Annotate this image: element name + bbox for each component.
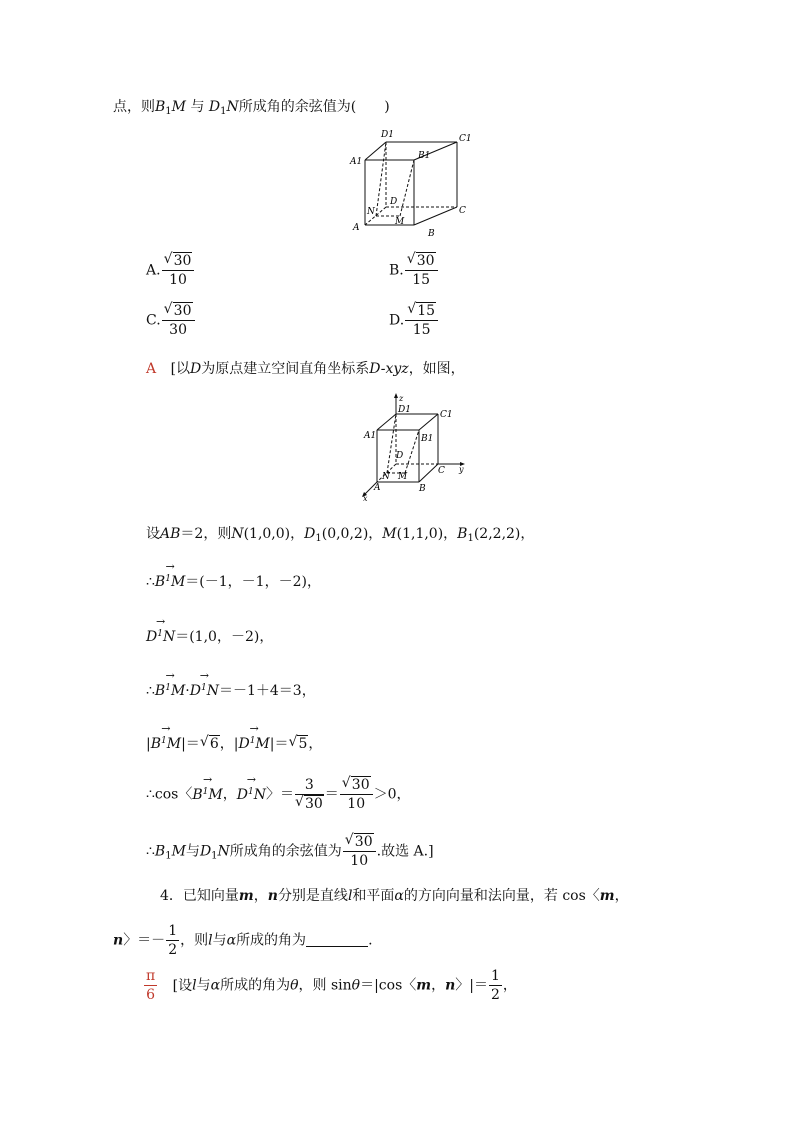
solution-text: ，如图，	[408, 361, 465, 377]
label-N: N	[367, 207, 375, 217]
question-4-stem-line-1: 4．已知向量m，n分别是直线l和平面α的方向向量和法向量，若 cos〈m，	[160, 888, 629, 904]
option-letter: A.	[146, 262, 161, 279]
magnitude-line: |→ $B^1M|=$ √ 6，|→ $D^1M|=$ √ 5，	[146, 731, 322, 754]
conclusion-line: $\therefore B_1M$与$D_1N$所成角的余弦值为 √ 30 10 .故选 A.]	[146, 832, 434, 869]
var-D: D	[208, 99, 221, 115]
solution-intro	[146, 359, 465, 379]
question-4-solution: $\frac{\pi}{6}$ [设l与α所成的角为θ，则 sinθ＝|cos〈m，n〉|＝ $\frac{1}{2}$ ，	[146, 968, 517, 1003]
var-D: D	[190, 361, 202, 377]
label-D: D	[390, 197, 398, 207]
stem-text: 点，则	[113, 99, 155, 115]
label-C1: C1	[459, 134, 472, 144]
label-x: x	[363, 494, 368, 503]
option-letter: C.	[146, 312, 161, 329]
option-fraction: √ 15 15	[405, 302, 438, 339]
subscript: 1	[220, 106, 227, 117]
vector-b1m-line: ∴→ $B^1M=(-1$，－1，－2)，	[146, 569, 321, 592]
answer-pi-over-6: $\frac{\pi}{6}$	[146, 968, 156, 1003]
solution-setup: 设AB＝2，则N(1,0,0)，$D_1(0,0,2)$，M(1,1,0)，$B_1(2,2,2)$，	[146, 526, 535, 544]
label-A: A	[353, 223, 360, 233]
option-b[interactable]	[389, 252, 439, 289]
option-letter: B.	[389, 262, 404, 279]
label-A: A	[374, 483, 381, 493]
label-A1: A1	[350, 157, 363, 167]
stem-text: 与	[190, 99, 205, 115]
option-d[interactable]	[389, 302, 439, 339]
label-y: y	[459, 465, 464, 474]
solution-text: [以	[170, 361, 191, 377]
label-D1: D1	[381, 130, 394, 140]
var-N: N	[226, 99, 239, 115]
cosine-line: ∴cos〈→ $B^1M$，→ $D^1N$〉＝ 3 √ 30 ＝ √ 30 10 ＞0，	[146, 776, 411, 820]
question-stem	[113, 97, 390, 122]
label-B1: B1	[421, 434, 434, 444]
vector-d1n-line: → $D^1N=(1,0$，－2)，	[146, 624, 273, 647]
question-4-stem-line-2: n〉＝－ $\frac{1}{2}$ ，则l与α所成的角为 .	[113, 923, 373, 958]
var-B: B	[155, 99, 166, 115]
option-fraction: √ 30 15	[405, 252, 438, 289]
label-N: N	[382, 472, 390, 482]
stem-text: 所成角的余弦值为( )	[238, 99, 390, 115]
label-B1: B1	[418, 151, 431, 161]
coordinate-system: D-xyz	[369, 361, 409, 377]
answer-blank[interactable]	[306, 932, 368, 947]
label-z: z	[399, 394, 404, 403]
cube-figure	[345, 127, 475, 239]
label-C: C	[459, 206, 466, 216]
label-B: B	[419, 484, 426, 494]
option-a[interactable]	[146, 252, 195, 289]
cube-axes-figure	[352, 393, 482, 503]
label-B: B	[428, 229, 435, 239]
label-C: C	[438, 466, 445, 476]
var-M: M	[171, 99, 187, 115]
label-C1: C1	[440, 410, 453, 420]
label-M: M	[398, 472, 408, 482]
solution-text: 为原点建立空间直角坐标系	[201, 361, 370, 377]
option-fraction: √ 30 30	[162, 302, 195, 339]
label-M: M	[395, 217, 405, 227]
answer-letter: A	[146, 361, 157, 377]
label-A1: A1	[364, 431, 377, 441]
option-c[interactable]	[146, 302, 196, 339]
option-fraction: √ 30 10	[162, 252, 195, 289]
option-letter: D.	[389, 312, 405, 329]
label-D1: D1	[398, 405, 411, 415]
dot-product-line: ∴→ $B^1M\cdot\to D^1N=-1+4=3$，	[146, 678, 316, 701]
label-D: D	[396, 451, 404, 461]
subscript: 1	[165, 106, 172, 117]
